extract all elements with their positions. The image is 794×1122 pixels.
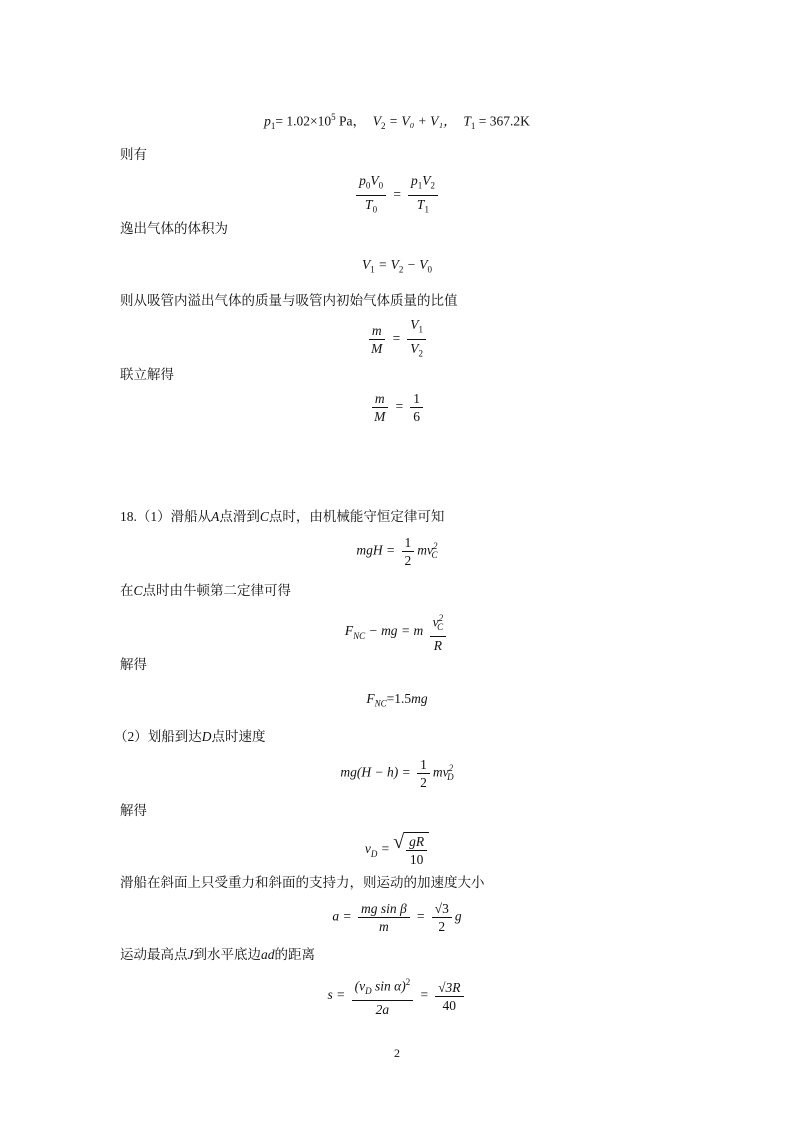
text-problem-18-part1: 18.（1）滑船从A点滑到C点时，由机械能守恒定律可知 <box>120 509 445 524</box>
text-problem-18-part2: （2）划船到达D点时速度 <box>114 729 266 744</box>
equation-mass-ratio: $\frac{m}{M}$ = $\frac{V_1}{V_2}$ <box>0 316 794 362</box>
equation-energy-conservation: mgH = $\frac{1}{2}$ $mv^2_C$ <box>356 535 438 568</box>
text-then: 则有 <box>120 147 147 162</box>
text-acceleration: 滑船在斜面上只受重力和斜面的支持力，则运动的加速度大小 <box>120 875 485 890</box>
equation-initial-state: $p_1= 1.02\times 10^5$ Pa， $V_2 = V_0 + V_1$， $T_1 = 367.2K$ <box>264 112 530 132</box>
text-solve-2: 解得 <box>120 657 147 672</box>
text-solve-3: 解得 <box>120 803 147 818</box>
text-solve: 联立解得 <box>120 367 174 382</box>
equation-gas-law: $\frac{p_0V_0}{T_0}$ = $\frac{p_1V_2}{T_1}$ <box>0 172 794 218</box>
equation-distance: s = $\frac{(v_D \sin \alpha)^2}{2a}$ = $\frac{√3R}{40}$ <box>0 974 794 1018</box>
equation-vD: $v_D$ = √ $\frac{gR}{10}$ <box>0 832 794 868</box>
text-newton-second-law: 在C点时由牛顿第二定律可得 <box>120 583 292 598</box>
text-mass-ratio: 则从吸管内溢出气体的质量与吸管内初始气体质量的比值 <box>120 293 458 308</box>
equation-acceleration: a = $\frac{\text{mg sin β}}{m}$ = $\frac{√3}{2}$ g <box>332 901 462 934</box>
equation-result-ratio: $\frac{m}{M}$ = $\frac{1}{6}$ <box>0 390 794 425</box>
page-number: 2 <box>394 1046 400 1060</box>
text-highest-point: 运动最高点J到水平底边ad的距离 <box>120 947 315 962</box>
text-escaped-volume: 逸出气体的体积为 <box>120 221 228 236</box>
equation-normal-force-result: $F_{NC}=1.5mg$ <box>366 691 428 709</box>
equation-speed-at-D: mg(H − h) = $\frac{1}{2}$ $mv^2_D$ <box>340 757 454 790</box>
equation-escaped-volume: $V_1 = V_2 - V_0$ <box>362 257 432 275</box>
equation-normal-force: $F_{NC}$ − mg = m $\frac{v^2_C}{R}$ <box>0 610 794 654</box>
